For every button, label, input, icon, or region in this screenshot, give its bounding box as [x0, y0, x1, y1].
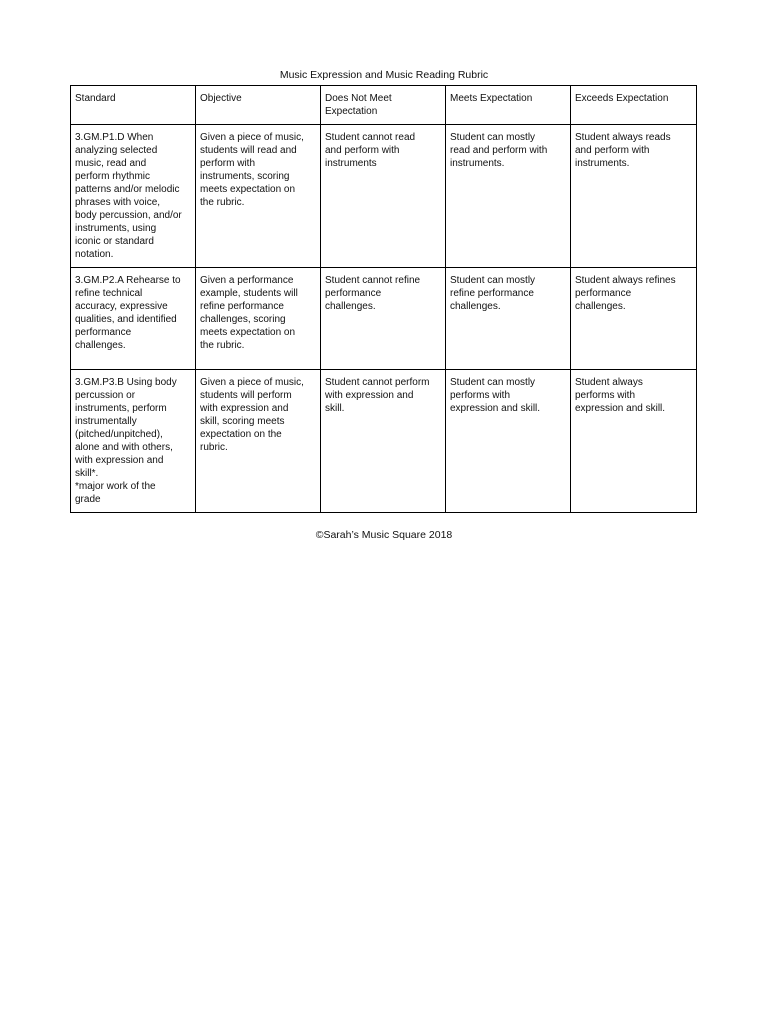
table-row: [71, 370, 697, 513]
cell-objective: Given a piece of music, students will perform with expression and skill, scoring meets expectation on the rubric.: [196, 370, 321, 513]
table-row: [71, 125, 697, 268]
cell-does-not-meet: Student cannot read and perform with instruments: [321, 125, 446, 268]
header-objective: Objective: [196, 86, 321, 125]
cell-exceeds: Student always refines performance challenges.: [571, 268, 697, 370]
cell-exceeds: Student always performs with expression and skill.: [571, 370, 697, 513]
cell-does-not-meet: Student cannot perform with expression and skill.: [321, 370, 446, 513]
cell-standard: 3.GM.P1.D When analyzing selected music, read and perform rhythmic patterns and/or melodic phrases with voice, body percussion, and/or instruments, using iconic or standard notation.: [71, 125, 196, 268]
table-row: [71, 268, 697, 370]
cell-does-not-meet: Student cannot refine performance challenges.: [321, 268, 446, 370]
cell-exceeds: Student always reads and perform with instruments.: [571, 125, 697, 268]
cell-meets: Student can mostly read and perform with instruments.: [446, 125, 571, 268]
cell-objective: Given a piece of music, students will read and perform with instruments, scoring meets expectation on the rubric.: [196, 125, 321, 268]
cell-objective: Given a performance example, students will refine performance challenges, scoring meets expectation on the rubric.: [196, 268, 321, 370]
header-standard: Standard: [71, 86, 196, 125]
header-meets: Meets Expectation: [446, 86, 571, 125]
header-exceeds: Exceeds Expectation: [571, 86, 697, 125]
header-does-not-meet: Does Not Meet Expectation: [321, 86, 446, 125]
copyright-footer: ©Sarah’s Music Square 2018: [315, 529, 453, 541]
cell-standard: 3.GM.P3.B Using body percussion or instruments, perform instrumentally (pitched/unpitched), alone and with others, with expression and skill*. *major work of the grade: [71, 370, 196, 513]
rubric-table: [70, 85, 697, 513]
cell-standard: 3.GM.P2.A Rehearse to refine technical accuracy, expressive qualities, and identified performance challenges.: [71, 268, 196, 370]
table-header-row: [71, 86, 697, 125]
cell-meets: Student can mostly refine performance challenges.: [446, 268, 571, 370]
cell-meets: Student can mostly performs with expression and skill.: [446, 370, 571, 513]
page-title: Music Expression and Music Reading Rubric: [279, 69, 489, 81]
